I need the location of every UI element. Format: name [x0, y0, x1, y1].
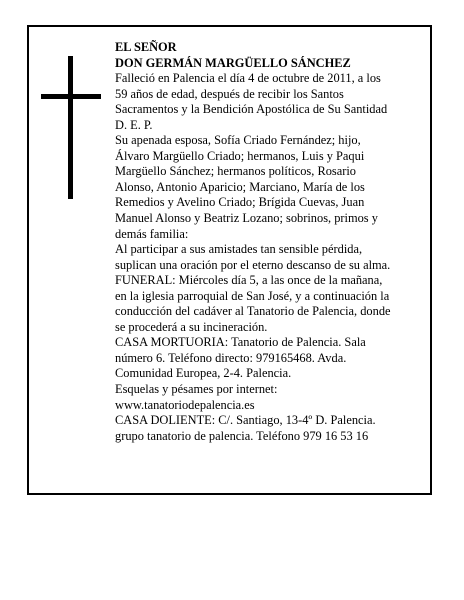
paragraph-group: [115, 429, 427, 445]
paragraph-family: [115, 133, 427, 242]
text-line: Al participar a sus amistades tan sensible pérdida,: [115, 242, 363, 257]
text-line: FUNERAL: Miércoles día 5, a las once de la mañana,: [115, 273, 383, 288]
cross-horizontal-bar: [41, 94, 101, 99]
text-line: Su apenada esposa, Sofía Criado Fernández; hijo,: [115, 133, 361, 148]
website-link[interactable]: www.tanatoriodepalencia.es: [115, 397, 255, 412]
text-line: Esquelas y pésames por internet:: [115, 382, 278, 397]
text-line: Manuel Alonso y Beatriz Lozano; sobrinos, primos y: [115, 211, 378, 226]
text-line: grupo tanatorio de palencia. Teléfono 979 16 53 16: [115, 428, 369, 443]
paragraph-funeral: [115, 273, 427, 335]
text-line: se procederá a su incineración.: [115, 319, 268, 334]
text-line: Álvaro Margüello Criado; hermanos, Luis y Paqui: [115, 148, 365, 163]
text-line: en la iglesia parroquial de San José, y a continuación la: [115, 288, 390, 303]
cross-vertical-bar: [68, 56, 73, 199]
text-line: CASA MORTUORIA: Tanatorio de Palencia. Sala: [115, 335, 366, 350]
text-line: conducción del cadáver al Tanatorio de Palencia, donde: [115, 304, 391, 319]
text-line: Falleció en Palencia el día 4 de octubre de 2011, a los: [115, 71, 381, 86]
cross-icon: [41, 56, 101, 199]
text-line: suplican una oración por el eterno descanso de su alma.: [115, 257, 391, 272]
text-line: Sacramentos y la Bendición Apostólica de Su Santidad: [115, 102, 388, 117]
text-line: demás familia:: [115, 226, 189, 241]
text-line: Alonso, Antonio Aparicio; Marciano, María de los: [115, 179, 365, 194]
paragraph-internet: [115, 382, 427, 413]
text-line: número 6. Teléfono directo: 979165468. Avda.: [115, 350, 347, 365]
paragraph-death-details: [115, 71, 427, 133]
text-line: D. E. P.: [115, 117, 153, 132]
notice-heading: [115, 40, 427, 71]
notice-text: [115, 40, 427, 444]
text-line: 59 años de edad, después de recibir los Santos: [115, 86, 344, 101]
paragraph-request: [115, 242, 427, 273]
paragraph-mortuary: [115, 335, 427, 382]
text-line: Comunidad Europea, 2-4. Palencia.: [115, 366, 292, 381]
text-line: CASA DOLIENTE: C/. Santiago, 13-4º D. Palencia.: [115, 413, 376, 428]
obituary-notice: [27, 25, 432, 495]
deceased-name: DON GERMÁN MARGÜELLO SÁNCHEZ: [115, 55, 351, 70]
heading-line: EL SEÑOR: [115, 40, 177, 54]
text-line: Margüello Sánchez; hermanos políticos, Rosario: [115, 164, 356, 179]
text-line: Remedios y Avelino Criado; Brígida Cuevas, Juan: [115, 195, 365, 210]
paragraph-home: [115, 413, 427, 429]
